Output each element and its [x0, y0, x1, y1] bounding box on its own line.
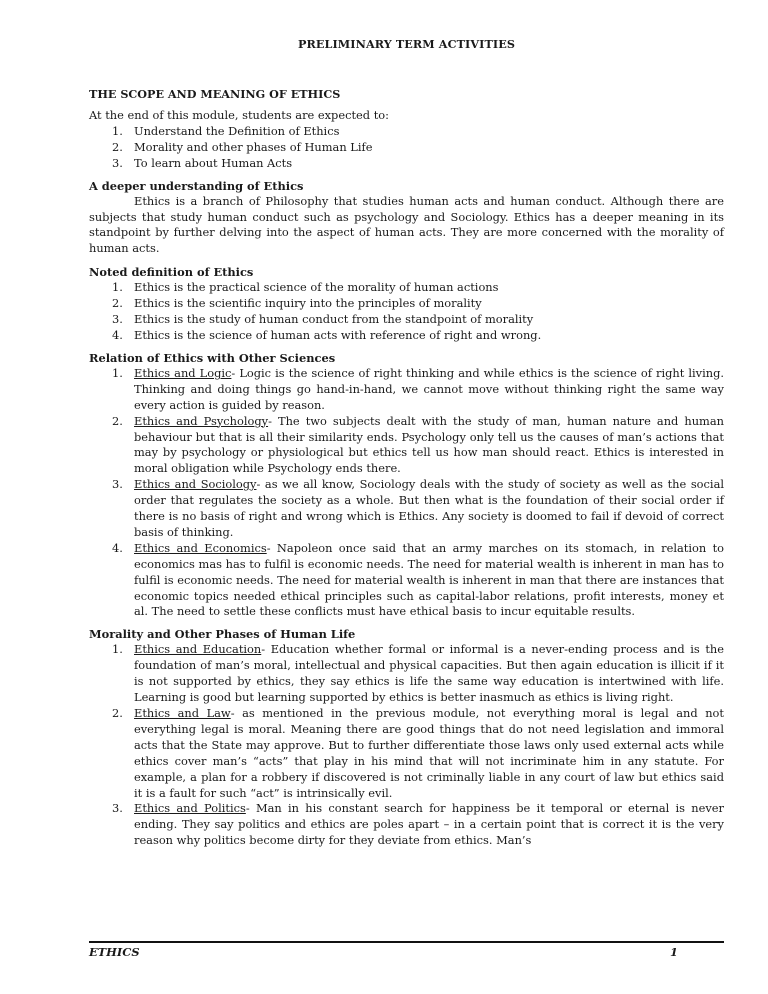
page-number: 1 — [670, 945, 678, 959]
deeper-paragraph: Ethics is a branch of Philosophy that studies human acts and human conduct. Although there are subjects that study human conduct such as psychology and Sociology. Ethics has a deeper meaning in its standpoint by further delving into the aspect of human acts. They are more concerned with the morality of human acts. — [89, 193, 724, 256]
section-heading-relation: Relation of Ethics with Other Sciences — [89, 350, 336, 365]
morality-term: Ethics and Law — [134, 706, 231, 720]
relation-term: Ethics and Economics — [134, 540, 267, 555]
morality-item: 2. Ethics and Law- as mentioned in the previous module, not everything moral is legal and not everything legal is moral. Meaning there are good things that do not need legislation and immoral acts that the State may approve. But to further differentiate those laws only used external acts while ethics cover man’s “acts” that play in his mind that will not incriminate him in any statute. For example, a plan for a robbery if discovered is not criminally liable in any court of law but ethics said it is a fault for such “act” is intrinsically evil. — [112, 706, 724, 800]
relation-item: 1. Ethics and Logic- Logic is the science of right thinking and while ethics is the science of right living. Thinking and doing things go hand-in-hand, we cannot move without thinking right the same way every action is guided by reason. — [112, 365, 724, 412]
relation-term: Ethics and Psychology — [134, 413, 269, 428]
relation-term: Ethics and Sociology — [134, 477, 257, 492]
objectives-intro: At the end of this module, students are expected to: — [89, 108, 389, 122]
relation-item: 3. Ethics and Sociology- as we all know, Sociology deals with the study of society as well as the social order that regulates the society as a whole. But then what is the foundation of their social order if there is no basis of right and wrong which is Ethics. Any society is doomed to fail if devoid of correct basis of thinking. — [112, 477, 724, 539]
objective-item: 1. Understand the Definition of Ethics — [112, 123, 340, 138]
objective-item: 2. Morality and other phases of Human Life — [112, 139, 373, 154]
section-heading-morality: Morality and Other Phases of Human Life — [89, 627, 356, 642]
definition-item: 3. Ethics is the study of human conduct from the standpoint of morality — [112, 312, 534, 327]
objective-item: 3. To learn about Human Acts — [112, 155, 293, 170]
relation-term: Ethics and Logic — [134, 365, 232, 380]
morality-term: Ethics and Politics — [134, 801, 246, 816]
relation-list — [89, 366, 724, 621]
definition-item: 4. Ethics is the science of human acts with reference of right and wrong. — [112, 327, 542, 342]
morality-list — [89, 642, 724, 849]
document-page — [89, 0, 724, 994]
relation-item: 2. Ethics and Psychology- The two subjects dealt with the study of man, human nature and human behaviour but that is all their similarity ends. Psychology only tell us the causes of man’s actions that may by psychology or physiological but ethics tell us how man should react. Ethics is interested in moral obligation while Psychology ends there. — [112, 413, 724, 476]
definition-item: 2. Ethics is the scientific inquiry into the principles of morality — [112, 296, 482, 311]
objectives-list — [89, 124, 724, 172]
definition-item: 1. Ethics is the practical science of the morality of human actions — [112, 280, 499, 295]
relation-item: 4. Ethics and Economics- Napoleon once said that an army marches on its stomach, in relation to economics mas has to fulfil is economic needs. The need for material wealth is inherent in man has to fulfil is economic needs. The need for material wealth is inherent in man that there are instances that economic topics needed ethical principles such as capital-labor relations, profit interests, money et al. The need to settle these conflicts must have ethical basis to incur equitable results. — [112, 540, 725, 619]
footer-divider — [89, 941, 724, 943]
morality-item: 1. Ethics and Education- Education whether formal or informal is a never-ending process and is the foundation of man’s moral, intellectual and physical capacities. But then again education is illicit if it is not supported by ethics, they say ethics is life the same way education is intertwined with life. Learning is good but learning supported by ethics is better inasmuch as ethics is living right. — [112, 642, 724, 705]
page-header-title: PRELIMINARY TERM ACTIVITIES — [297, 37, 516, 51]
page-content — [89, 86, 724, 849]
section-heading-deeper: A deeper understanding of Ethics — [89, 178, 304, 193]
definitions-list — [89, 280, 724, 344]
footer-subject: ETHICS — [89, 945, 140, 959]
module-title: THE SCOPE AND MEANING OF ETHICS — [89, 87, 341, 101]
morality-item: 3. Ethics and Politics- Man in his constant search for happiness be it temporal or eternal is never ending. They say politics and ethics are poles apart – in a certain point that is correct it is the very reason why politics become dirty for they deviate from ethics. Man’s — [112, 801, 724, 848]
section-heading-definitions: Noted definition of Ethics — [89, 265, 254, 280]
morality-term: Ethics and Education — [134, 642, 262, 657]
